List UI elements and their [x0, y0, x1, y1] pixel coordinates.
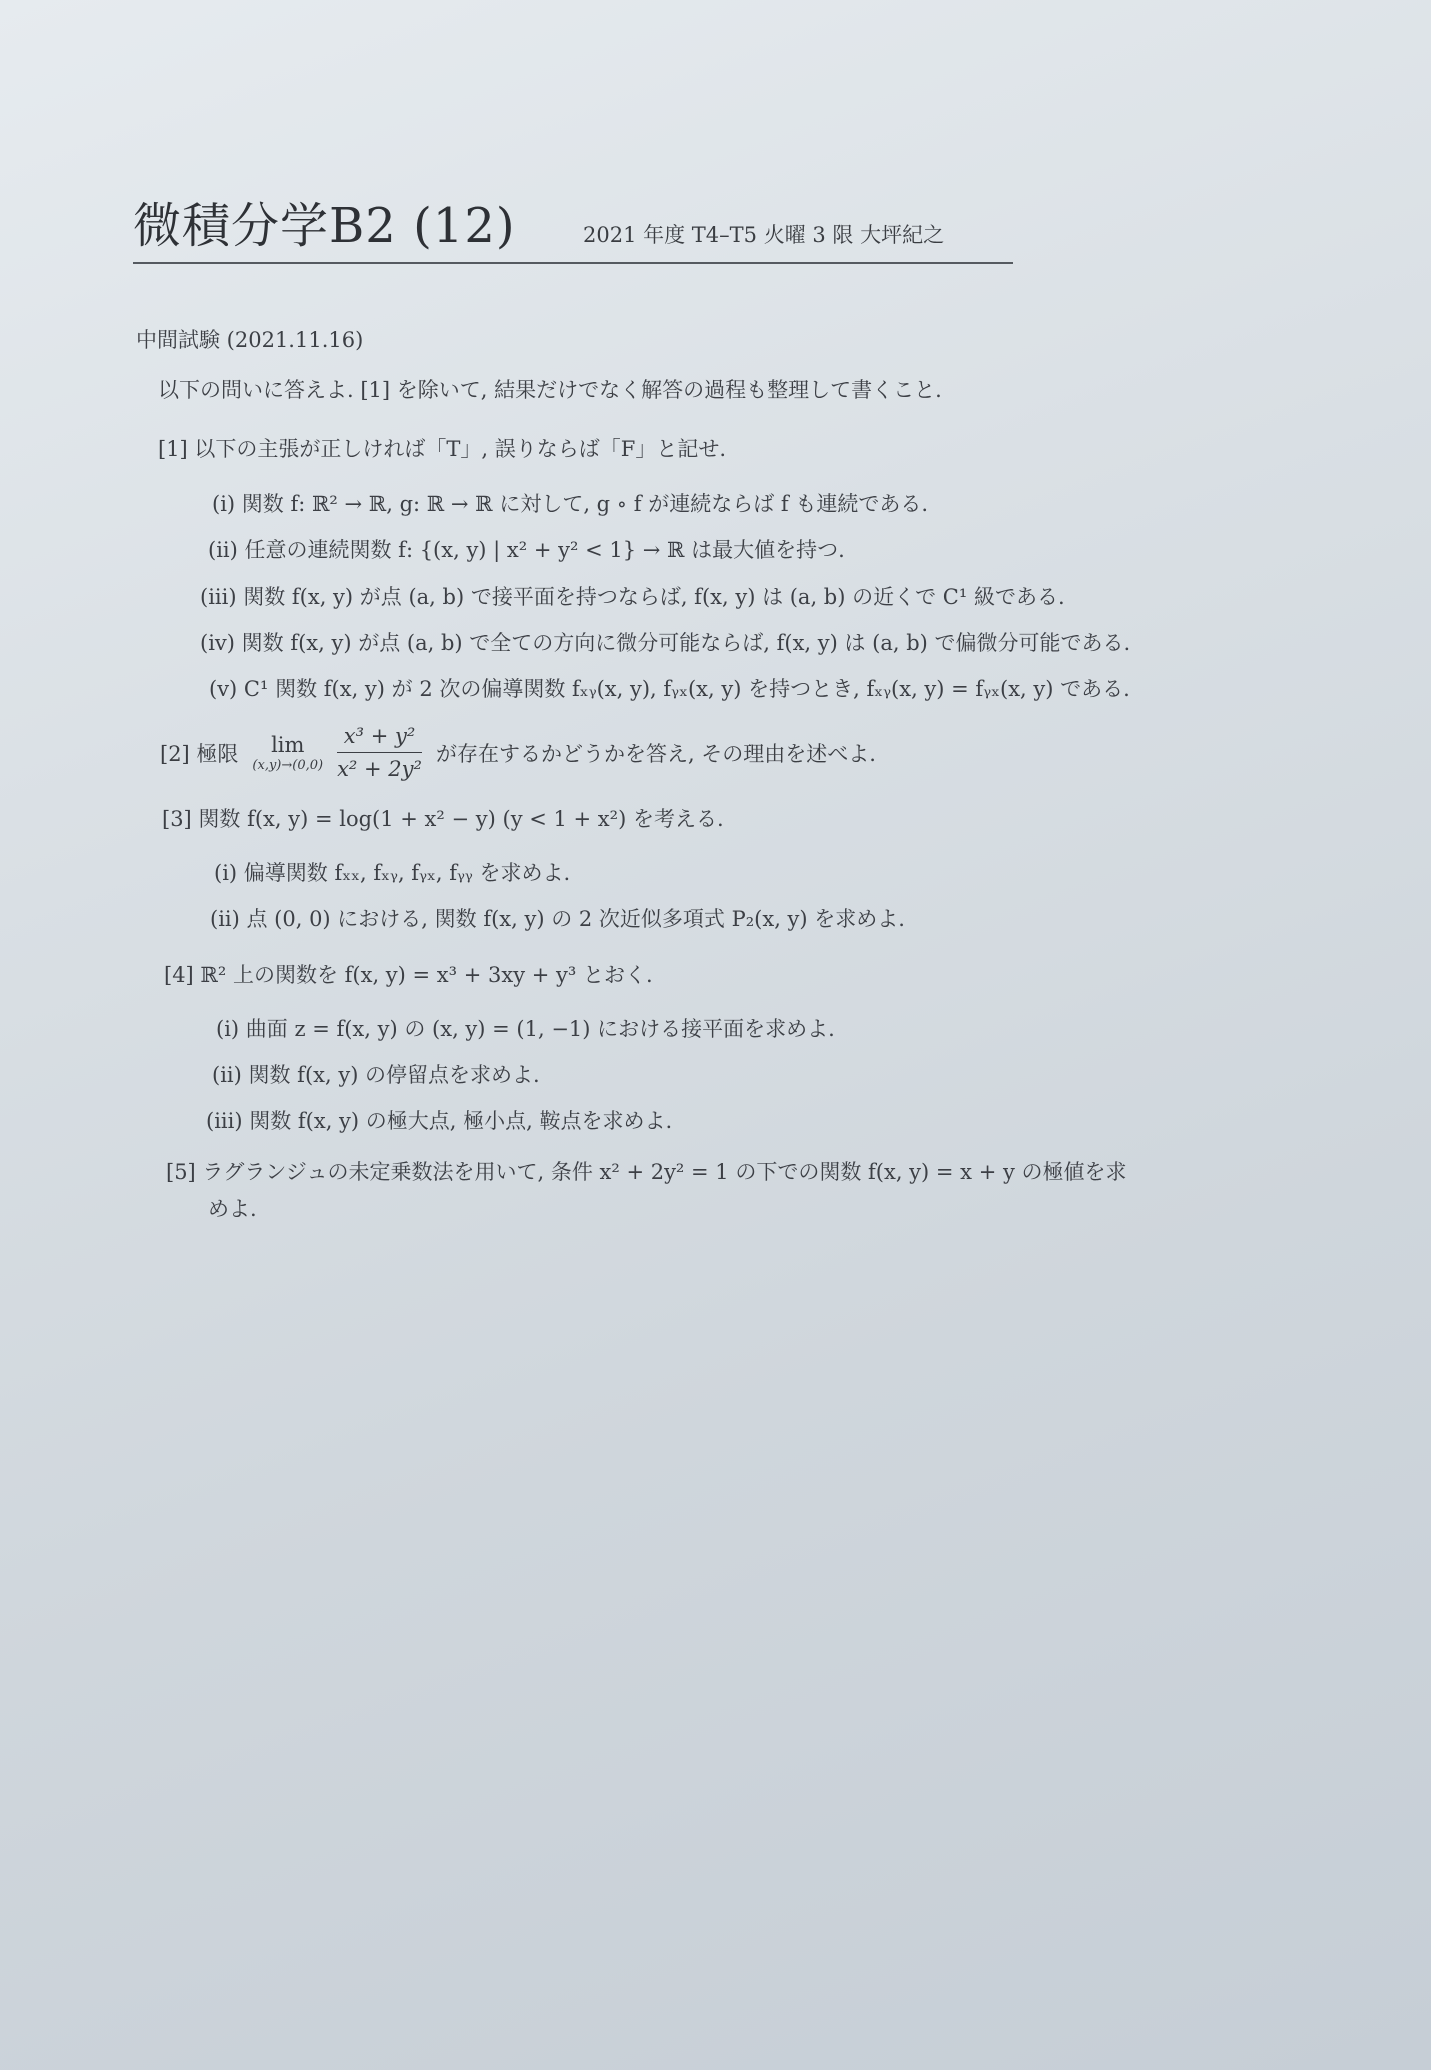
q1-item-ii: (ii) 任意の連続関数 f: {(x, y) | x² + y² < 1} → ℝ は最大値を持つ. [208, 538, 845, 562]
q4-item-iii: (iii) 関数 f(x, y) の極大点, 極小点, 鞍点を求めよ. [206, 1109, 673, 1133]
q3-prompt: [3] 関数 f(x, y) = log(1 + x² − y) (y < 1 + x²) を考える. [162, 807, 724, 831]
limit-operator [252, 732, 323, 774]
lim-word: lim [271, 732, 305, 757]
exam-heading: 中間試験 (2021.11.16) [136, 328, 364, 352]
q5-line1: [5] ラグランジュの未定乗数法を用いて, 条件 x² + 2y² = 1 の下での関数 f(x, y) = x + y の極値を求 [166, 1160, 1127, 1184]
q1-item-v: (v) C¹ 関数 f(x, y) が 2 次の偏導関数 fₓᵧ(x, y), fᵧₓ(x, y) を持つとき, fₓᵧ(x, y) = fᵧₓ(x, y) である. [209, 677, 1130, 701]
q3-item-i: (i) 偏導関数 fₓₓ, fₓᵧ, fᵧₓ, fᵧᵧ を求めよ. [214, 861, 571, 885]
exam-instruction: 以下の問いに答えよ. [1] を除いて, 結果だけでなく解答の過程も整理して書くこと. [158, 378, 942, 402]
header [133, 196, 1013, 264]
fraction-denominator: x² + 2y² [337, 757, 422, 781]
q5-line2: めよ. [208, 1197, 257, 1221]
q4-item-ii: (ii) 関数 f(x, y) の停留点を求めよ. [212, 1063, 540, 1087]
limit-fraction [337, 722, 422, 783]
q4-prompt: [4] ℝ² 上の関数を f(x, y) = x³ + 3xy + y³ とおく. [164, 963, 653, 987]
q2-label: [2] 極限 [160, 741, 239, 766]
q2-tail: が存在するかどうかを答え, その理由を述べよ. [435, 741, 876, 766]
page-title: 微積分学B2 (12) [133, 198, 516, 254]
course-info: 2021 年度 T4–T5 火曜 3 限 大坪紀之 [583, 223, 945, 247]
q1-item-iii: (iii) 関数 f(x, y) が点 (a, b) で接平面を持つならば, f(x, y) は (a, b) の近くで C¹ 級である. [200, 585, 1065, 609]
q1-item-iv: (iv) 関数 f(x, y) が点 (a, b) で全ての方向に微分可能ならば, f(x, y) は (a, b) で偏微分可能である. [200, 631, 1131, 655]
q4-item-i: (i) 曲面 z = f(x, y) の (x, y) = (1, −1) における接平面を求めよ. [216, 1017, 835, 1041]
q1-item-i: (i) 関数 f: ℝ² → ℝ, g: ℝ → ℝ に対して, g ∘ f が連続ならば f も連続である. [212, 492, 928, 516]
q3-item-ii: (ii) 点 (0, 0) における, 関数 f(x, y) の 2 次近似多項式 P₂(x, y) を求めよ. [210, 907, 905, 931]
q1-prompt: [1] 以下の主張が正しければ「T」, 誤りならば「F」と記せ. [158, 437, 727, 461]
q2-block [160, 722, 876, 788]
fraction-numerator: x³ + y² [337, 722, 422, 753]
lim-subscript: (x,y)→(0,0) [252, 757, 324, 773]
